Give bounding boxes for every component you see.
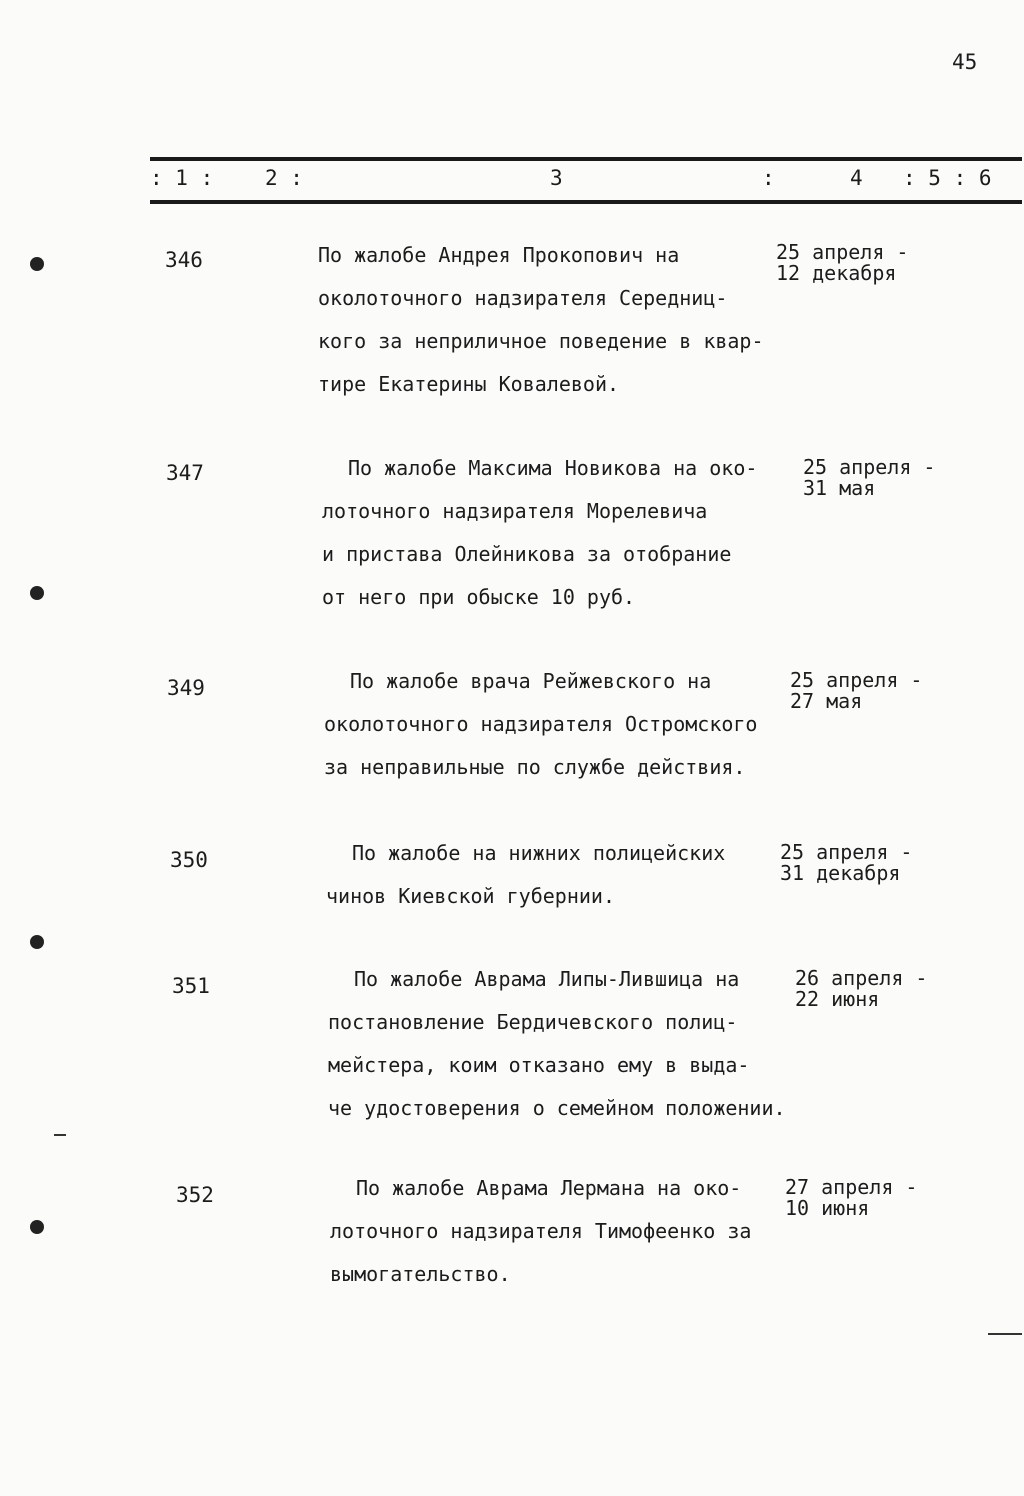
description-line: постановление Бердичевского полиц- — [328, 1010, 738, 1034]
table-top-rule — [150, 157, 1022, 161]
case-dates — [776, 242, 908, 284]
table-header — [0, 166, 1024, 194]
case-number: 347 — [166, 461, 204, 485]
description-line: вымогательство. — [330, 1262, 511, 1286]
description-line: чинов Киевской губернии. — [326, 884, 615, 908]
table-header-rule — [150, 200, 1022, 204]
description-line: По жалобе Максима Новикова на око- — [348, 456, 758, 480]
date-to: 10 июня — [785, 1196, 870, 1220]
date-to: 27 мая — [790, 689, 863, 713]
date-to: 22 июня — [795, 987, 880, 1011]
case-description — [318, 234, 764, 406]
case-description — [322, 447, 757, 619]
case-number: 349 — [167, 676, 205, 700]
scan-mark — [988, 1333, 1022, 1335]
date-from: 25 апреля - — [780, 840, 913, 864]
description-line: По жалобе Аврама Лермана на око- — [356, 1176, 742, 1200]
description-line: и пристава Олейникова за отобрание — [322, 542, 732, 566]
header-col-4: 4 — [850, 166, 863, 190]
description-line: По жалобе Аврама Липы-Лившица на — [354, 967, 740, 991]
header-col-1: : 1 : — [150, 166, 214, 190]
header-col-5-6: : 5 : 6 — [903, 166, 992, 190]
page-number: 45 — [952, 50, 978, 74]
case-description — [326, 832, 725, 918]
date-from: 25 апреля - — [803, 455, 936, 479]
header-col-2: 2 : — [265, 166, 303, 190]
header-separator: : — [762, 166, 775, 190]
date-to: 31 мая — [803, 476, 876, 500]
description-line: По жалобе на нижних полицейских — [352, 841, 726, 865]
case-number: 351 — [172, 974, 210, 998]
description-line: че удостоверения о семейном положении. — [328, 1096, 786, 1120]
case-description — [328, 958, 786, 1130]
date-to: 12 декабря — [776, 261, 897, 285]
case-description — [324, 660, 757, 789]
date-to: 31 декабря — [780, 861, 901, 885]
case-number: 352 — [176, 1183, 214, 1207]
description-line: околоточного надзирателя Остромского — [324, 712, 758, 736]
date-from: 25 апреля - — [790, 668, 923, 692]
header-col-3: 3 — [550, 166, 563, 190]
binding-hole-mark — [30, 257, 44, 271]
case-dates — [795, 968, 927, 1010]
case-dates — [803, 457, 935, 499]
case-dates — [790, 670, 922, 712]
description-line: околоточного надзирателя Середниц- — [318, 286, 728, 310]
binding-hole-mark — [30, 1220, 44, 1234]
case-dates — [785, 1177, 917, 1219]
scan-mark — [54, 1134, 66, 1136]
description-line: за неправильные по службе действия. — [324, 755, 746, 779]
description-line: от него при обыске 10 руб. — [322, 585, 636, 609]
description-line: кого за неприличное поведение в квар- — [318, 329, 764, 353]
binding-hole-mark — [30, 935, 44, 949]
description-line: лоточного надзирателя Морелевича — [322, 499, 708, 523]
binding-hole-mark — [30, 586, 44, 600]
case-dates — [780, 842, 912, 884]
date-from: 26 апреля - — [795, 966, 928, 990]
date-from: 25 апреля - — [776, 240, 909, 264]
case-description — [330, 1167, 751, 1296]
date-from: 27 апреля - — [785, 1175, 918, 1199]
case-number: 346 — [165, 248, 203, 272]
description-line: По жалобе врача Рейжевского на — [350, 669, 712, 693]
description-line: По жалобе Андрея Прокопович на — [318, 243, 680, 267]
description-line: тире Екатерины Ковалевой. — [318, 372, 620, 396]
description-line: лоточного надзирателя Тимофеенко за — [330, 1219, 752, 1243]
case-number: 350 — [170, 848, 208, 872]
description-line: мейстера, коим отказано ему в выда- — [328, 1053, 750, 1077]
